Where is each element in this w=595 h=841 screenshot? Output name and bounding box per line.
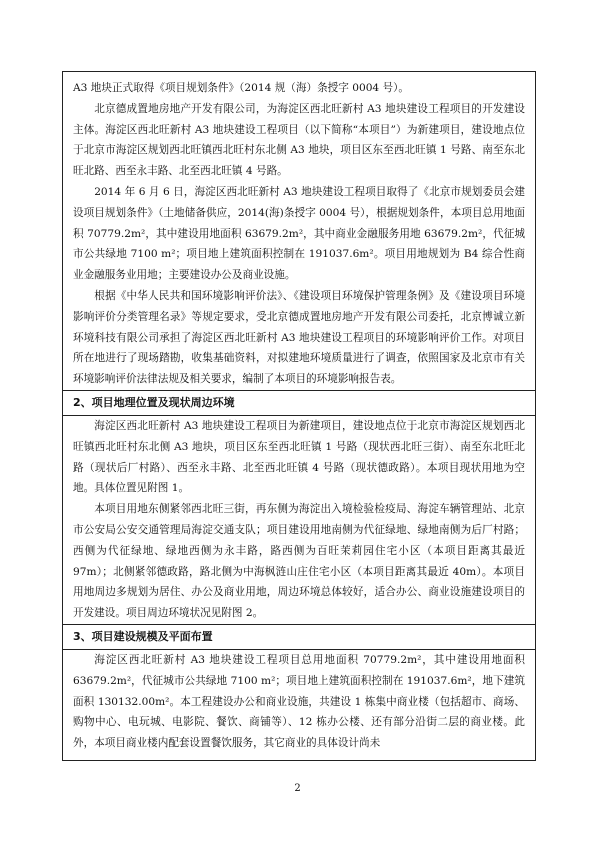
section-heading-scale: 3、项目建设规模及平面布置	[63, 624, 535, 650]
section-heading-location: 2、项目地理位置及现状周边环境	[63, 390, 535, 416]
paragraph-planning-conditions: 2014 年 6 月 6 日，海淀区西北旺新村 A3 地块建设工程项目取得了《北京市规划委员会建设项目规划条件》（土地储备供应，2014(海)条授字 0004 号），根据规划条件，本项目总用地面积 70779.2m²，其中建设用地面积 63679.2m²，其中商业金融服务用地 63679.2m²，代征城市公共绿地 7100 m²；项目地上建筑面积控制在 191037.6m²。项目用地规划为 B4 综合性商业金融服务业用地；主要建设办公及商业设施。	[73, 185, 525, 282]
paragraph-location: 海淀区西北旺新村 A3 地块建设工程项目为新建项目，建设地点位于北京市海淀区规划西北旺镇西北旺村东北侧 A3 地块，项目区东至西北旺镇 1 号路（现状西北旺三街）、南至东北旺北路（现状后厂村路）、西至永丰路、北至西北旺镇 4 号路（现状德政路）。本项目现状用地为空地。具体位置见附图 1。	[73, 419, 525, 495]
paragraph-developer: 北京德成置地房地产开发有限公司，为海淀区西北旺新村 A3 地块建设工程项目的开发建设主体。海淀区西北旺新村 A3 地块建设工程项目（以下简称“本项目”）为新建项目，建设地点位于北京市海淀区规划西北旺镇西北旺村东北侧 A3 地块，项目区东至西北旺镇 1 号路、南至东北旺北路、西至永丰路、北至西北旺镇 4 号路。	[73, 102, 525, 178]
paragraph-eia-basis: 根据《中华人民共和国环境影响评价法》、《建设项目环境保护管理条例》及《建设项目环境影响评价分类管理名录》等规定要求，受北京德成置地房地产开发有限公司委托，北京博诚立新环境科技有限公司承担了海淀区西北旺新村 A3 地块建设工程项目的环境影响评价工作。对项目所在地进行了现场踏勘，收集基础资料，对拟建地环境质量进行了调查，依照国家及北京市有关环境影响评价法律法规及相关要求，编制了本项目的环境影响报告表。	[73, 289, 525, 386]
page-number: 2	[294, 783, 301, 794]
paragraph-surroundings: 本项目用地东侧紧邻西北旺三街，再东侧为海淀出入境检验检疫局、海淀车辆管理站、北京市公安局公安交通管理局海淀交通支队；项目建设用地南侧为代征绿地、绿地南侧为后厂村路；西侧为代征绿地、绿地西侧为永丰路，路西侧为百旺茉莉园住宅小区（本项目距离其最近 97m）；北侧紧邻德政路，路北侧为中海枫涟山庄住宅小区（本项目距离其最近 40m）。本项目用地周边多规划为居住、办公及商业用地，周边环境总体较好，适合办公、商业设施建设项目的开发建设。项目周边环境状况见附图 2。	[73, 503, 525, 620]
document-content	[63, 72, 535, 754]
document-frame	[62, 71, 536, 761]
paragraph-scale: 海淀区西北旺新村 A3 地块建设工程项目总用地面积 70779.2m²，其中建设用地面积 63679.2m²，代征城市公共绿地 7100 m²；项目地上建筑面积控制在 191037.6m²，地下建筑面积 130132.00m²。本工程建设办公和商业设施，共建设 1 栋集中商业楼（包括超市、商场、购物中心、电玩城、电影院、餐饮、商铺等）、12 栋办公楼、还有部分沿街二层的商业楼。此外，本项目商业楼内配套设置餐饮服务，其它商业的具体设计尚未	[73, 653, 525, 750]
paragraph-intro-continued: A3 地块正式取得《项目规划条件》（2014 规（海）条授字 0004 号）。	[73, 82, 410, 94]
